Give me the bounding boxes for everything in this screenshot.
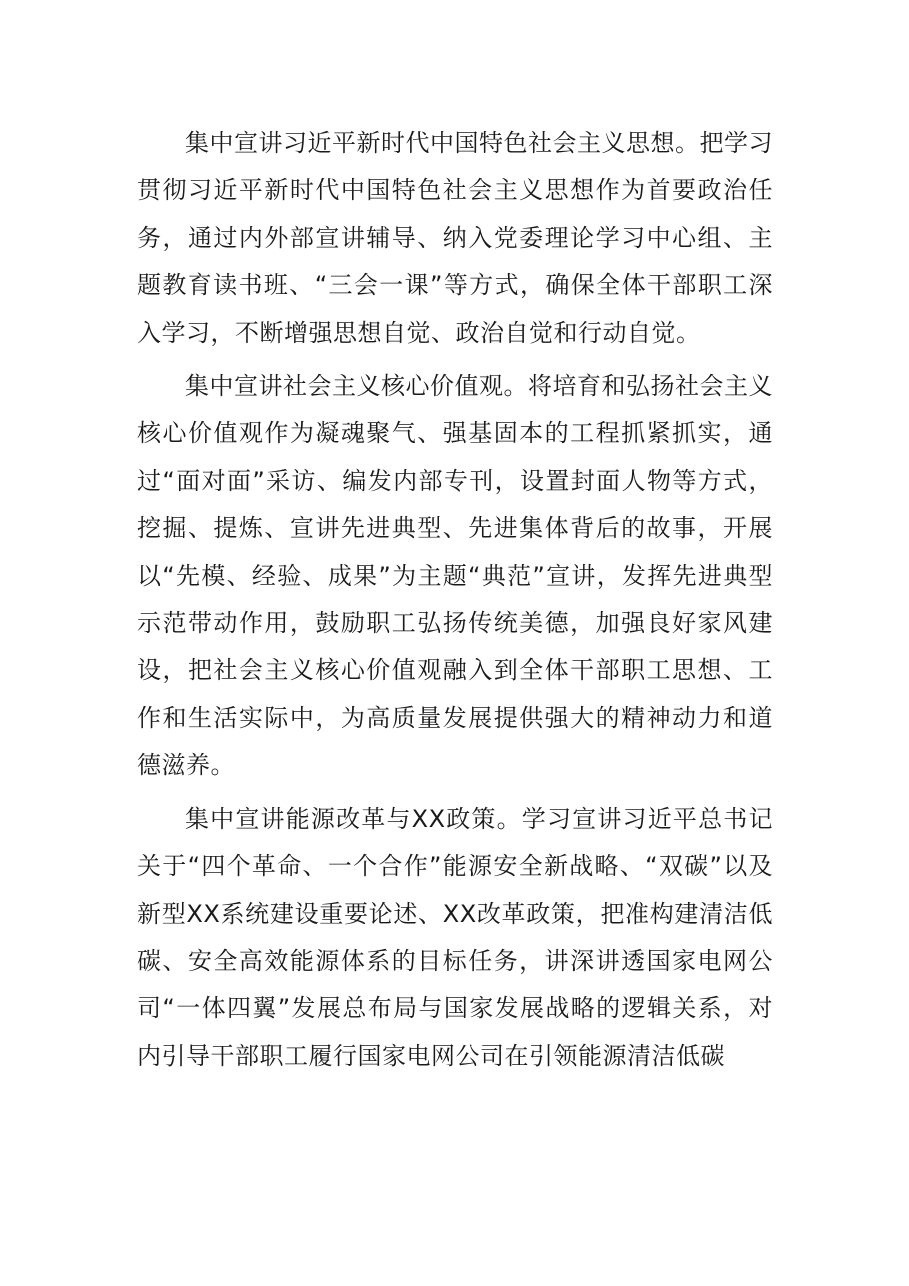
paragraph-theory-study: 集中宣讲习近平新时代中国特色社会主义思想。把学习贯彻习近平新时代中国特色社会主义思想作为首要政治任务，通过内外部宣讲辅导、纳入党委理论学习中心组、主题教育读书班、“三会一课”等方式，确保全体干部职工深入学习，不断增强思想自觉、政治自觉和行动自觉。 xyxy=(137,129,773,347)
paragraph-energy-reform: 集中宣讲能源改革与XX政策。学习宣讲习近平总书记关于“四个革命、一个合作”能源安全新战略、“双碳”以及新型XX系统建设重要论述、XX改革政策，把准构建清洁低碳、安全高效能源体系的目标任务，讲深讲透国家电网公司“一体四翼”发展总布局与国家发展战略的逻辑关系，对内引导干部职工履行国家电网公司在引领能源清洁低碳 xyxy=(137,804,773,1070)
paragraph-core-values: 集中宣讲社会主义核心价值观。将培育和弘扬社会主义核心价值观作为凝魂聚气、强基固本的工程抓紧抓实，通过“面对面”采访、编发内部专刊，设置封面人物等方式，挖掘、提炼、宣讲先进典型、先进集体背后的故事，开展以“先模、经验、成果”为主题“典范”宣讲，发挥先进典型示范带动作用，鼓励职工弘扬传统美德，加强良好家风建设，把社会主义核心价值观融入到全体干部职工思想、工作和生活实际中，为高质量发展提供强大的精神动力和道德滋养。 xyxy=(137,372,773,780)
document-body xyxy=(137,120,773,1086)
